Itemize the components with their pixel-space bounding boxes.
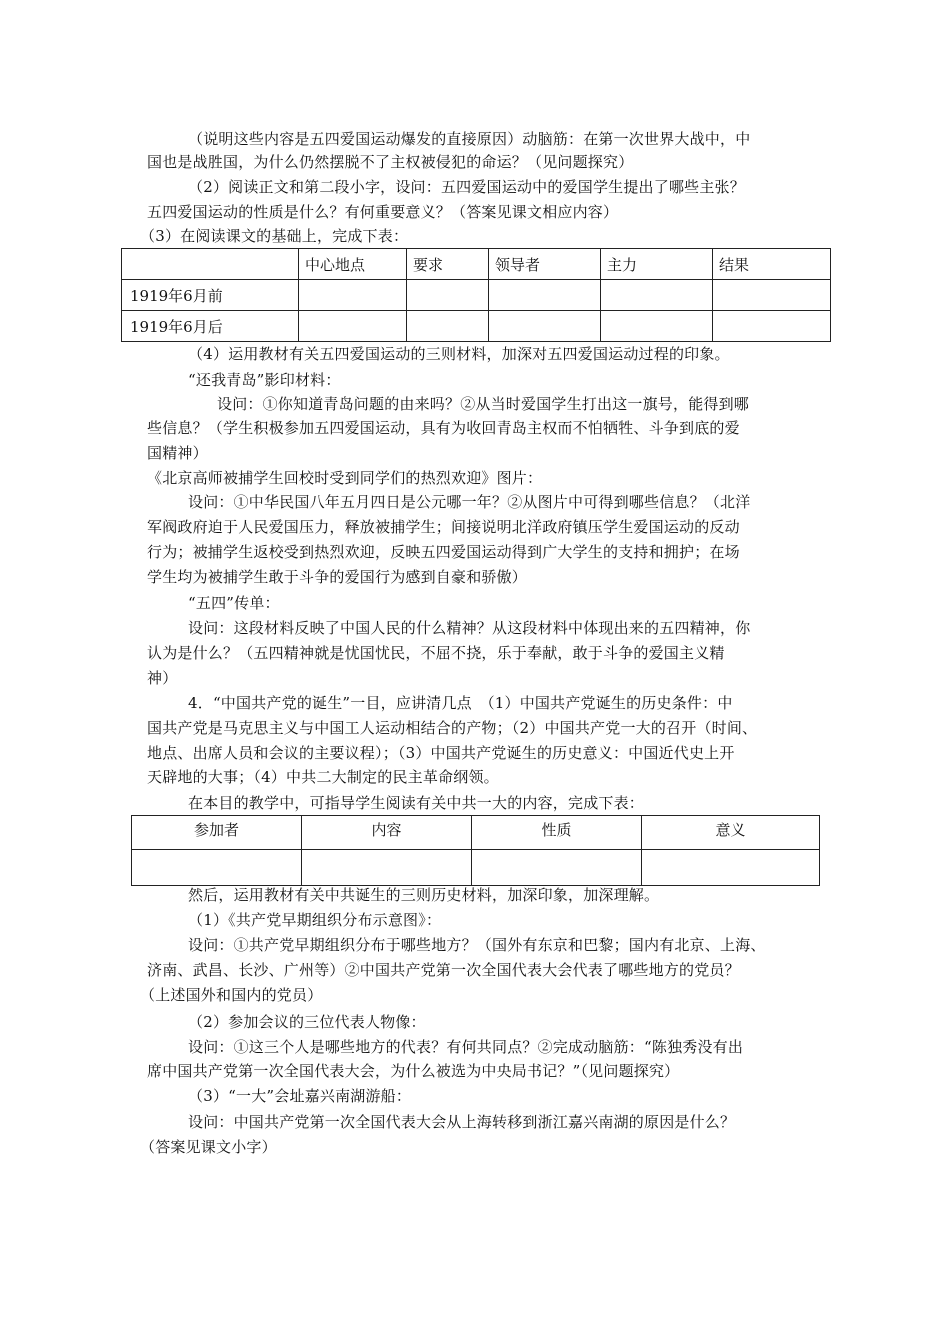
text-line: 认为是什么？（五四精神就是忧国忧民，不屈不挠，乐于奉献，敢于斗争的爱国主义精 xyxy=(147,644,725,662)
table-cell xyxy=(407,311,489,342)
text-line: （答案见课文小字） xyxy=(140,1138,277,1156)
text-line: 地点、出席人员和会议的主要议程）；（3）中国共产党诞生的历史意义：中国近代史上开 xyxy=(147,744,735,762)
table-header-cell: 中心地点 xyxy=(299,249,407,280)
text-line: 《北京高师被捕学生回校时受到同学们的热烈欢迎》图片： xyxy=(147,469,543,487)
table-header-row xyxy=(122,249,831,280)
text-line: 在本目的教学中，可指导学生阅读有关中共一大的内容，完成下表： xyxy=(188,794,645,812)
text-line: 天辟地的大事；（4）中共二大制定的民主革命纲领。 xyxy=(147,768,499,786)
table-row xyxy=(132,850,820,886)
table-cell xyxy=(299,280,407,311)
text-line: 军阀政府迫于人民爱国压力，释放被捕学生；间接说明北洋政府镇压学生爱国运动的反动 xyxy=(147,518,740,536)
table-header-cell: 要求 xyxy=(407,249,489,280)
text-line: 然后，运用教材有关中共诞生的三则历史材料，加深印象，加深理解。 xyxy=(188,886,660,904)
text-line: 4．“中国共产党的诞生”一目，应讲清几点 （1）中国共产党诞生的历史条件：中 xyxy=(188,694,733,712)
table-row xyxy=(122,311,831,342)
table-cell xyxy=(302,850,472,886)
text-line: （2）阅读正文和第二段小字，设问：五四爱国运动中的爱国学生提出了哪些主张？ xyxy=(188,178,745,196)
text-line: （1）《共产党早期组织分布示意图》： xyxy=(188,911,442,929)
text-line: “五四”传单： xyxy=(188,594,280,612)
text-line: （2）参加会议的三位代表人物像： xyxy=(188,1013,426,1031)
text-line: 设问：这段材料反映了中国人民的什么精神？从这段材料中体现出来的五四精神，你 xyxy=(188,619,751,637)
text-line: （上述国外和国内的党员） xyxy=(140,986,323,1004)
text-line: （4）运用教材有关五四爱国运动的三则材料，加深对五四爱国运动过程的印象。 xyxy=(188,345,730,363)
text-line: 些信息？（学生积极参加五四爱国运动，具有为收回青岛主权而不怕牺牲、斗争到底的爱 xyxy=(147,419,740,437)
table-header-cell: 性质 xyxy=(472,816,642,850)
text-line: 济南、武昌、长沙、广州等）②中国共产党第一次全国代表大会代表了哪些地方的党员？ xyxy=(147,961,740,979)
text-line: “还我青岛”影印材料： xyxy=(188,371,341,389)
table-header-cell xyxy=(122,249,299,280)
text-line: 设问：①共产党早期组织分布于哪些地方？（国外有东京和巴黎；国内有北京、上海、 xyxy=(188,936,766,954)
table-header-cell: 领导者 xyxy=(489,249,601,280)
congress-table xyxy=(131,815,820,886)
table-cell xyxy=(642,850,820,886)
table-cell xyxy=(713,280,831,311)
table-header-cell: 结果 xyxy=(713,249,831,280)
movement-table xyxy=(121,248,831,342)
text-line: 席中国共产党第一次全国代表大会，为什么被选为中央局书记？”（见问题探究） xyxy=(147,1062,680,1080)
table-header-cell: 参加者 xyxy=(132,816,302,850)
table-row-label: 1919年6月前 xyxy=(122,280,299,311)
text-line: 国共产党是马克思主义与中国工人运动相结合的产物；（2）中国共产党一大的召开（时间、 xyxy=(147,719,758,737)
table-header-cell: 意义 xyxy=(642,816,820,850)
table-cell xyxy=(601,311,713,342)
text-line: 神） xyxy=(147,669,178,687)
text-line: （3）在阅读课文的基础上，完成下表： xyxy=(140,227,409,245)
text-line: 五四爱国运动的性质是什么？有何重要意义？（答案见课文相应内容） xyxy=(147,203,619,221)
text-line: 学生均为被捕学生敢于斗争的爱国行为感到自豪和骄傲） xyxy=(147,568,528,586)
table-cell xyxy=(407,280,489,311)
text-line: （3）“一大”会址嘉兴南湖游船： xyxy=(188,1087,412,1105)
text-line: 设问：中国共产党第一次全国代表大会从上海转移到浙江嘉兴南湖的原因是什么？ xyxy=(188,1113,736,1131)
text-line: 行为；被捕学生返校受到热烈欢迎，反映五四爱国运动得到广大学生的支持和拥护；在场 xyxy=(147,543,740,561)
text-line: 设问：①这三个人是哪些地方的代表？有何共同点？②完成动脑筋：“陈独秀没有出 xyxy=(188,1038,744,1056)
text-line: 国也是战胜国，为什么仍然摆脱不了主权被侵犯的命运？（见问题探究） xyxy=(147,153,634,171)
text-line: 国精神） xyxy=(147,444,208,462)
table-row xyxy=(122,280,831,311)
table-row-label: 1919年6月后 xyxy=(122,311,299,342)
table-cell xyxy=(489,280,601,311)
table-header-row xyxy=(132,816,820,850)
table-cell xyxy=(601,280,713,311)
text-line: （说明这些内容是五四爱国运动爆发的直接原因）动脑筋：在第一次世界大战中，中 xyxy=(188,130,751,148)
text-line: 设问：①你知道青岛问题的由来吗？②从当时爱国学生打出这一旗号，能得到哪 xyxy=(217,395,750,413)
table-header-cell: 主力 xyxy=(601,249,713,280)
table-cell xyxy=(713,311,831,342)
table-header-cell: 内容 xyxy=(302,816,472,850)
table-cell xyxy=(472,850,642,886)
table-cell xyxy=(489,311,601,342)
text-line: 设问：①中华民国八年五月四日是公元哪一年？②从图片中可得到哪些信息？（北洋 xyxy=(188,493,751,511)
table-cell xyxy=(299,311,407,342)
table-cell xyxy=(132,850,302,886)
